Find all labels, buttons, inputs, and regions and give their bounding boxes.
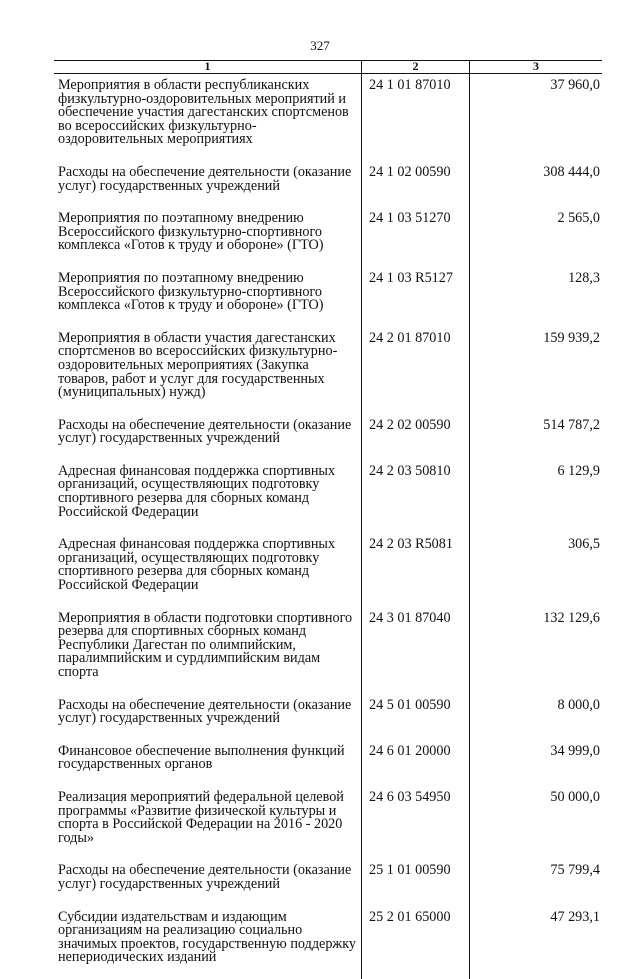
row-amount: 306,5 bbox=[469, 533, 602, 606]
row-name: Мероприятия по поэтапному внедрению Всероссийского физкультурно-спортивного комплекса «Готов к труду и обороне» (ГТО) bbox=[58, 269, 324, 314]
row-amount: 132 129,6 bbox=[469, 607, 602, 694]
table-row bbox=[54, 207, 602, 267]
row-code: 24 5 01 00590 bbox=[361, 694, 469, 740]
row-name: Адресная финансовая поддержка спортивных организаций, осуществляющих подготовку спортивного резерва для сборных команд Российской Федерации bbox=[58, 536, 336, 594]
table-row bbox=[54, 327, 602, 414]
table-row bbox=[54, 859, 602, 905]
table-body bbox=[54, 74, 602, 979]
table-row bbox=[54, 906, 602, 979]
header-col-2: 2 bbox=[361, 61, 469, 73]
row-code: 25 2 01 65000 bbox=[361, 906, 469, 979]
row-code: 24 1 02 00590 bbox=[361, 161, 469, 207]
row-code: 24 6 01 20000 bbox=[361, 740, 469, 786]
header-col-3: 3 bbox=[469, 61, 602, 73]
table-row bbox=[54, 694, 602, 740]
row-code: 24 6 03 54950 bbox=[361, 786, 469, 859]
row-amount: 2 565,0 bbox=[469, 207, 602, 267]
row-amount: 308 444,0 bbox=[469, 161, 602, 207]
row-code: 24 2 01 87010 bbox=[361, 327, 469, 414]
row-code: 24 1 03 R5127 bbox=[361, 267, 469, 327]
row-code: 24 1 01 87010 bbox=[361, 74, 469, 161]
row-name: Расходы на обеспечение деятельности (оказание услуг) государственных учреждений bbox=[58, 163, 352, 194]
row-amount: 34 999,0 bbox=[469, 740, 602, 786]
table-row bbox=[54, 533, 602, 606]
row-name: Расходы на обеспечение деятельности (оказание услуг) государственных учреждений bbox=[58, 416, 352, 447]
table-row bbox=[54, 161, 602, 207]
row-amount: 50 000,0 bbox=[469, 786, 602, 859]
row-code: 24 2 03 R5081 bbox=[361, 533, 469, 606]
table-row bbox=[54, 460, 602, 533]
row-code: 24 3 01 87040 bbox=[361, 607, 469, 694]
row-amount: 37 960,0 bbox=[469, 74, 602, 161]
table-row bbox=[54, 267, 602, 327]
row-amount: 159 939,2 bbox=[469, 327, 602, 414]
table-row bbox=[54, 414, 602, 460]
row-code: 24 2 02 00590 bbox=[361, 414, 469, 460]
row-amount: 6 129,9 bbox=[469, 460, 602, 533]
row-name: Финансовое обеспечение выполнения функций государственных органов bbox=[58, 742, 345, 773]
table-row bbox=[54, 740, 602, 786]
budget-table bbox=[54, 60, 602, 979]
row-name: Мероприятия в области участия дагестанских спортсменов во всероссийских физкультурно-оздоровительных мероприятиях (Закупка товаров, работ и услуг для государственных (муниципальных) нужд) bbox=[58, 329, 338, 401]
table-header-row bbox=[54, 60, 602, 74]
row-code: 24 1 03 51270 bbox=[361, 207, 469, 267]
header-col-1: 1 bbox=[204, 59, 211, 73]
table-row bbox=[54, 607, 602, 694]
row-code: 25 1 01 00590 bbox=[361, 859, 469, 905]
row-code: 24 2 03 50810 bbox=[361, 460, 469, 533]
row-amount: 128,3 bbox=[469, 267, 602, 327]
row-name: Субсидии издательствам и издающим организациям на реализацию социально значимых проектов, государственную поддержку непериодических изданий bbox=[58, 908, 357, 966]
table-row bbox=[54, 786, 602, 859]
row-name: Мероприятия по поэтапному внедрению Всероссийского физкультурно-спортивного комплекса «Готов к труду и обороне» (ГТО) bbox=[58, 210, 324, 254]
row-amount: 8 000,0 bbox=[469, 694, 602, 740]
row-name: Расходы на обеспечение деятельности (оказание услуг) государственных учреждений bbox=[58, 696, 352, 727]
row-name: Адресная финансовая поддержка спортивных организаций, осуществляющих подготовку спортивного резерва для сборных команд Российской Федерации bbox=[58, 462, 336, 520]
row-amount: 47 293,1 bbox=[469, 906, 602, 979]
row-name: Мероприятия в области подготовки спортивного резерва для спортивных сборных команд Республики Дагестан по олимпийским, паралимпийским и сурдлимпийским видам спорта bbox=[58, 609, 353, 680]
row-name: Реализация мероприятий федеральной целевой программы «Развитие физической культуры и спорта в Российской Федерации на 2016 - 2020 годы» bbox=[58, 788, 344, 846]
table-row bbox=[54, 74, 602, 161]
row-name: Расходы на обеспечение деятельности (оказание услуг) государственных учреждений bbox=[58, 862, 352, 892]
row-amount: 75 799,4 bbox=[469, 859, 602, 905]
row-name: Мероприятия в области республиканских физкультурно-оздоровительных мероприятий и обеспечение участия дагестанских спортсменов во всероссийских физкультурно-оздоровительных мероприятиях bbox=[58, 77, 349, 148]
row-amount: 514 787,2 bbox=[469, 414, 602, 460]
page-number: 327 bbox=[310, 38, 330, 53]
